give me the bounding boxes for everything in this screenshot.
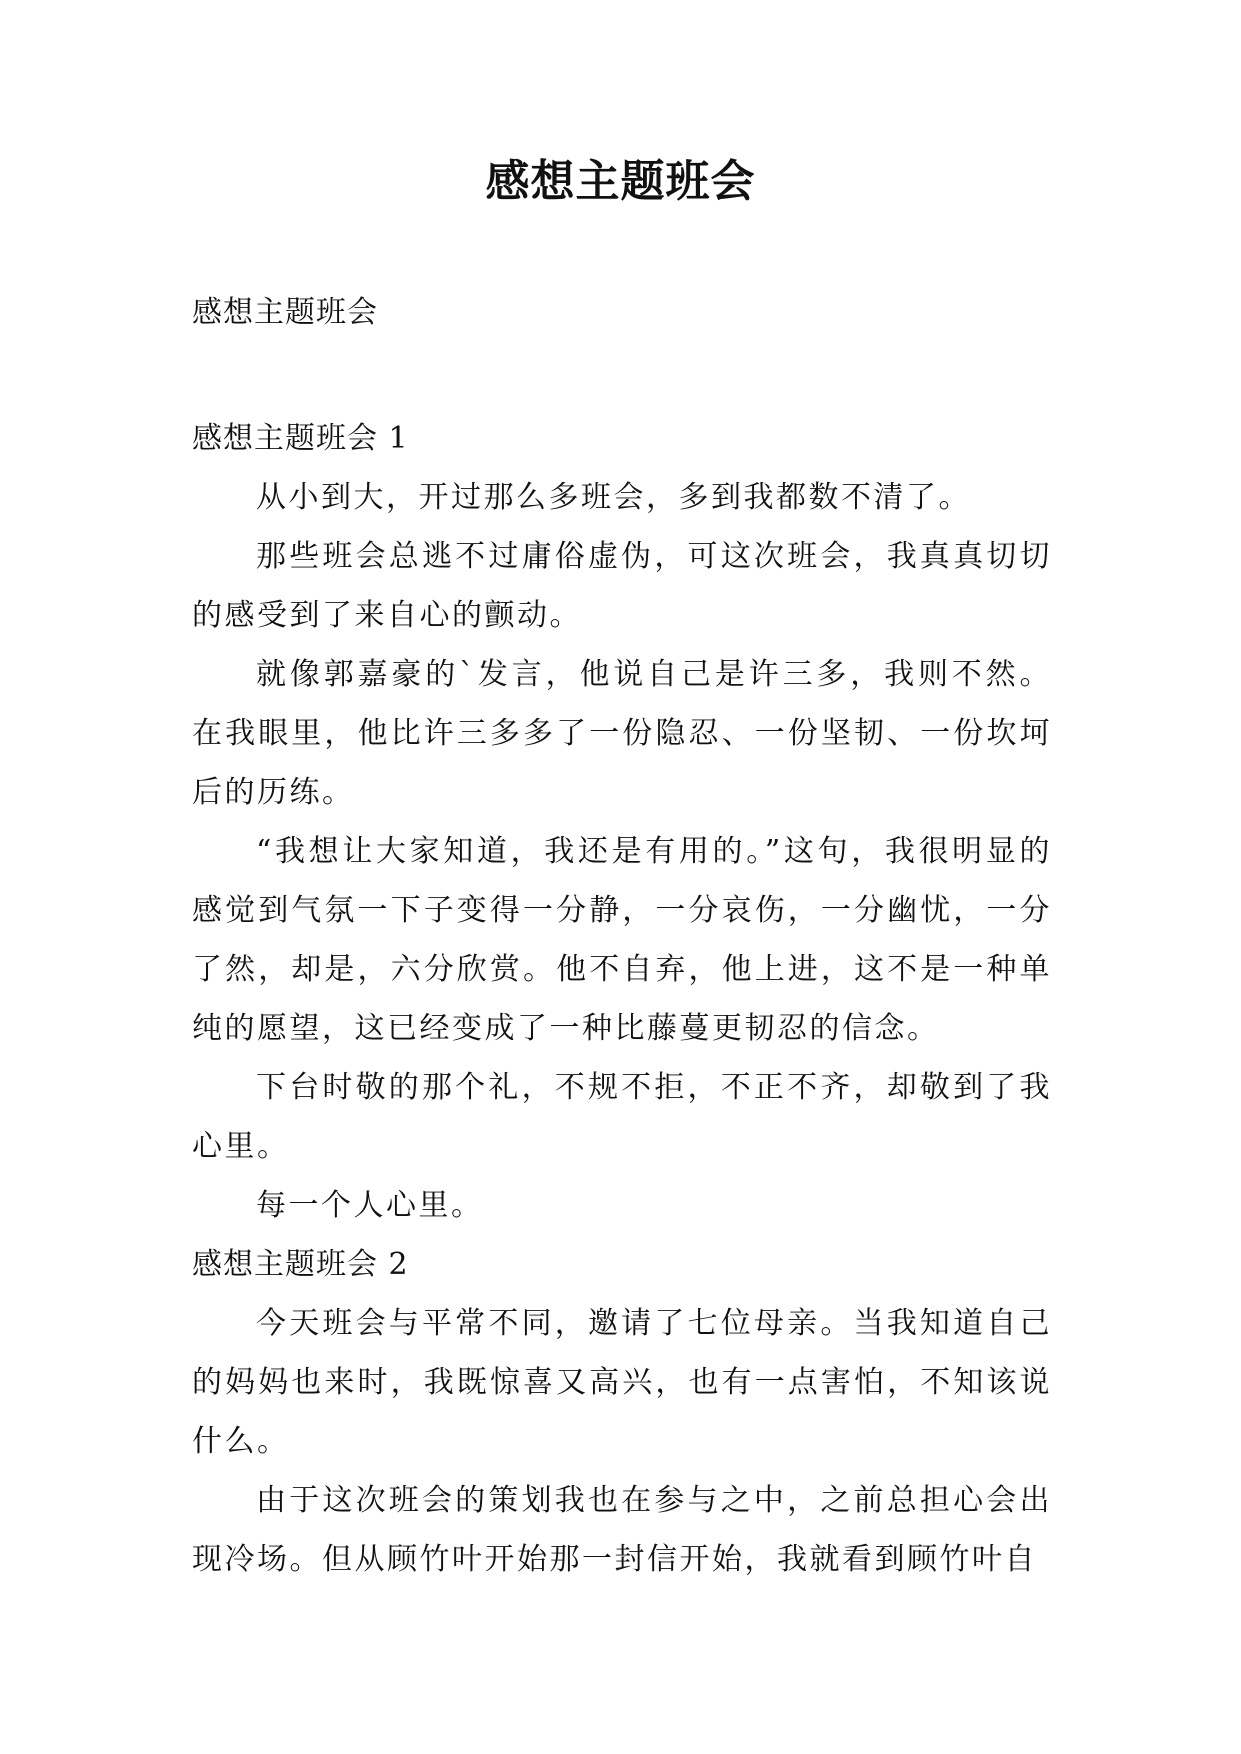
document-body	[192, 409, 1052, 1589]
paragraph: 就像郭嘉豪的`发言，他说自己是许三多，我则不然。在我眼里，他比许三多多了一份隐忍、一份坚韧、一份坎坷后的历练。	[192, 657, 1052, 810]
paragraph: “我想让大家知道，我还是有用的。”这句，我很明显的感觉到气氛一下子变得一分静，一分哀伤，一分幽忧，一分了然，却是，六分欣赏。他不自弃，他上进，这不是一种单纯的愿望，这已经变成了一种比藤蔓更韧忍的信念。	[192, 834, 1052, 1046]
section-heading: 感想主题班会 1	[192, 421, 409, 456]
paragraph: 由于这次班会的策划我也在参与之中，之前总担心会出现冷场。但从顾竹叶开始那一封信开始，我就看到顾竹叶自	[192, 1483, 1052, 1577]
document-subtitle: 感想主题班会	[192, 295, 378, 330]
paragraph: 每一个人心里。	[256, 1188, 484, 1223]
document-title: 感想主题班会	[485, 156, 756, 207]
paragraph: 今天班会与平常不同，邀请了七位母亲。当我知道自己的妈妈也来时，我既惊喜又高兴，也有一点害怕，不知该说什么。	[192, 1306, 1052, 1459]
section-heading: 感想主题班会 2	[192, 1247, 409, 1282]
paragraph: 那些班会总逃不过庸俗虚伪，可这次班会，我真真切切的感受到了来自心的颤动。	[192, 539, 1052, 633]
paragraph: 从小到大，开过那么多班会，多到我都数不清了。	[256, 480, 971, 515]
paragraph: 下台时敬的那个礼，不规不拒，不正不齐，却敬到了我心里。	[192, 1070, 1052, 1164]
